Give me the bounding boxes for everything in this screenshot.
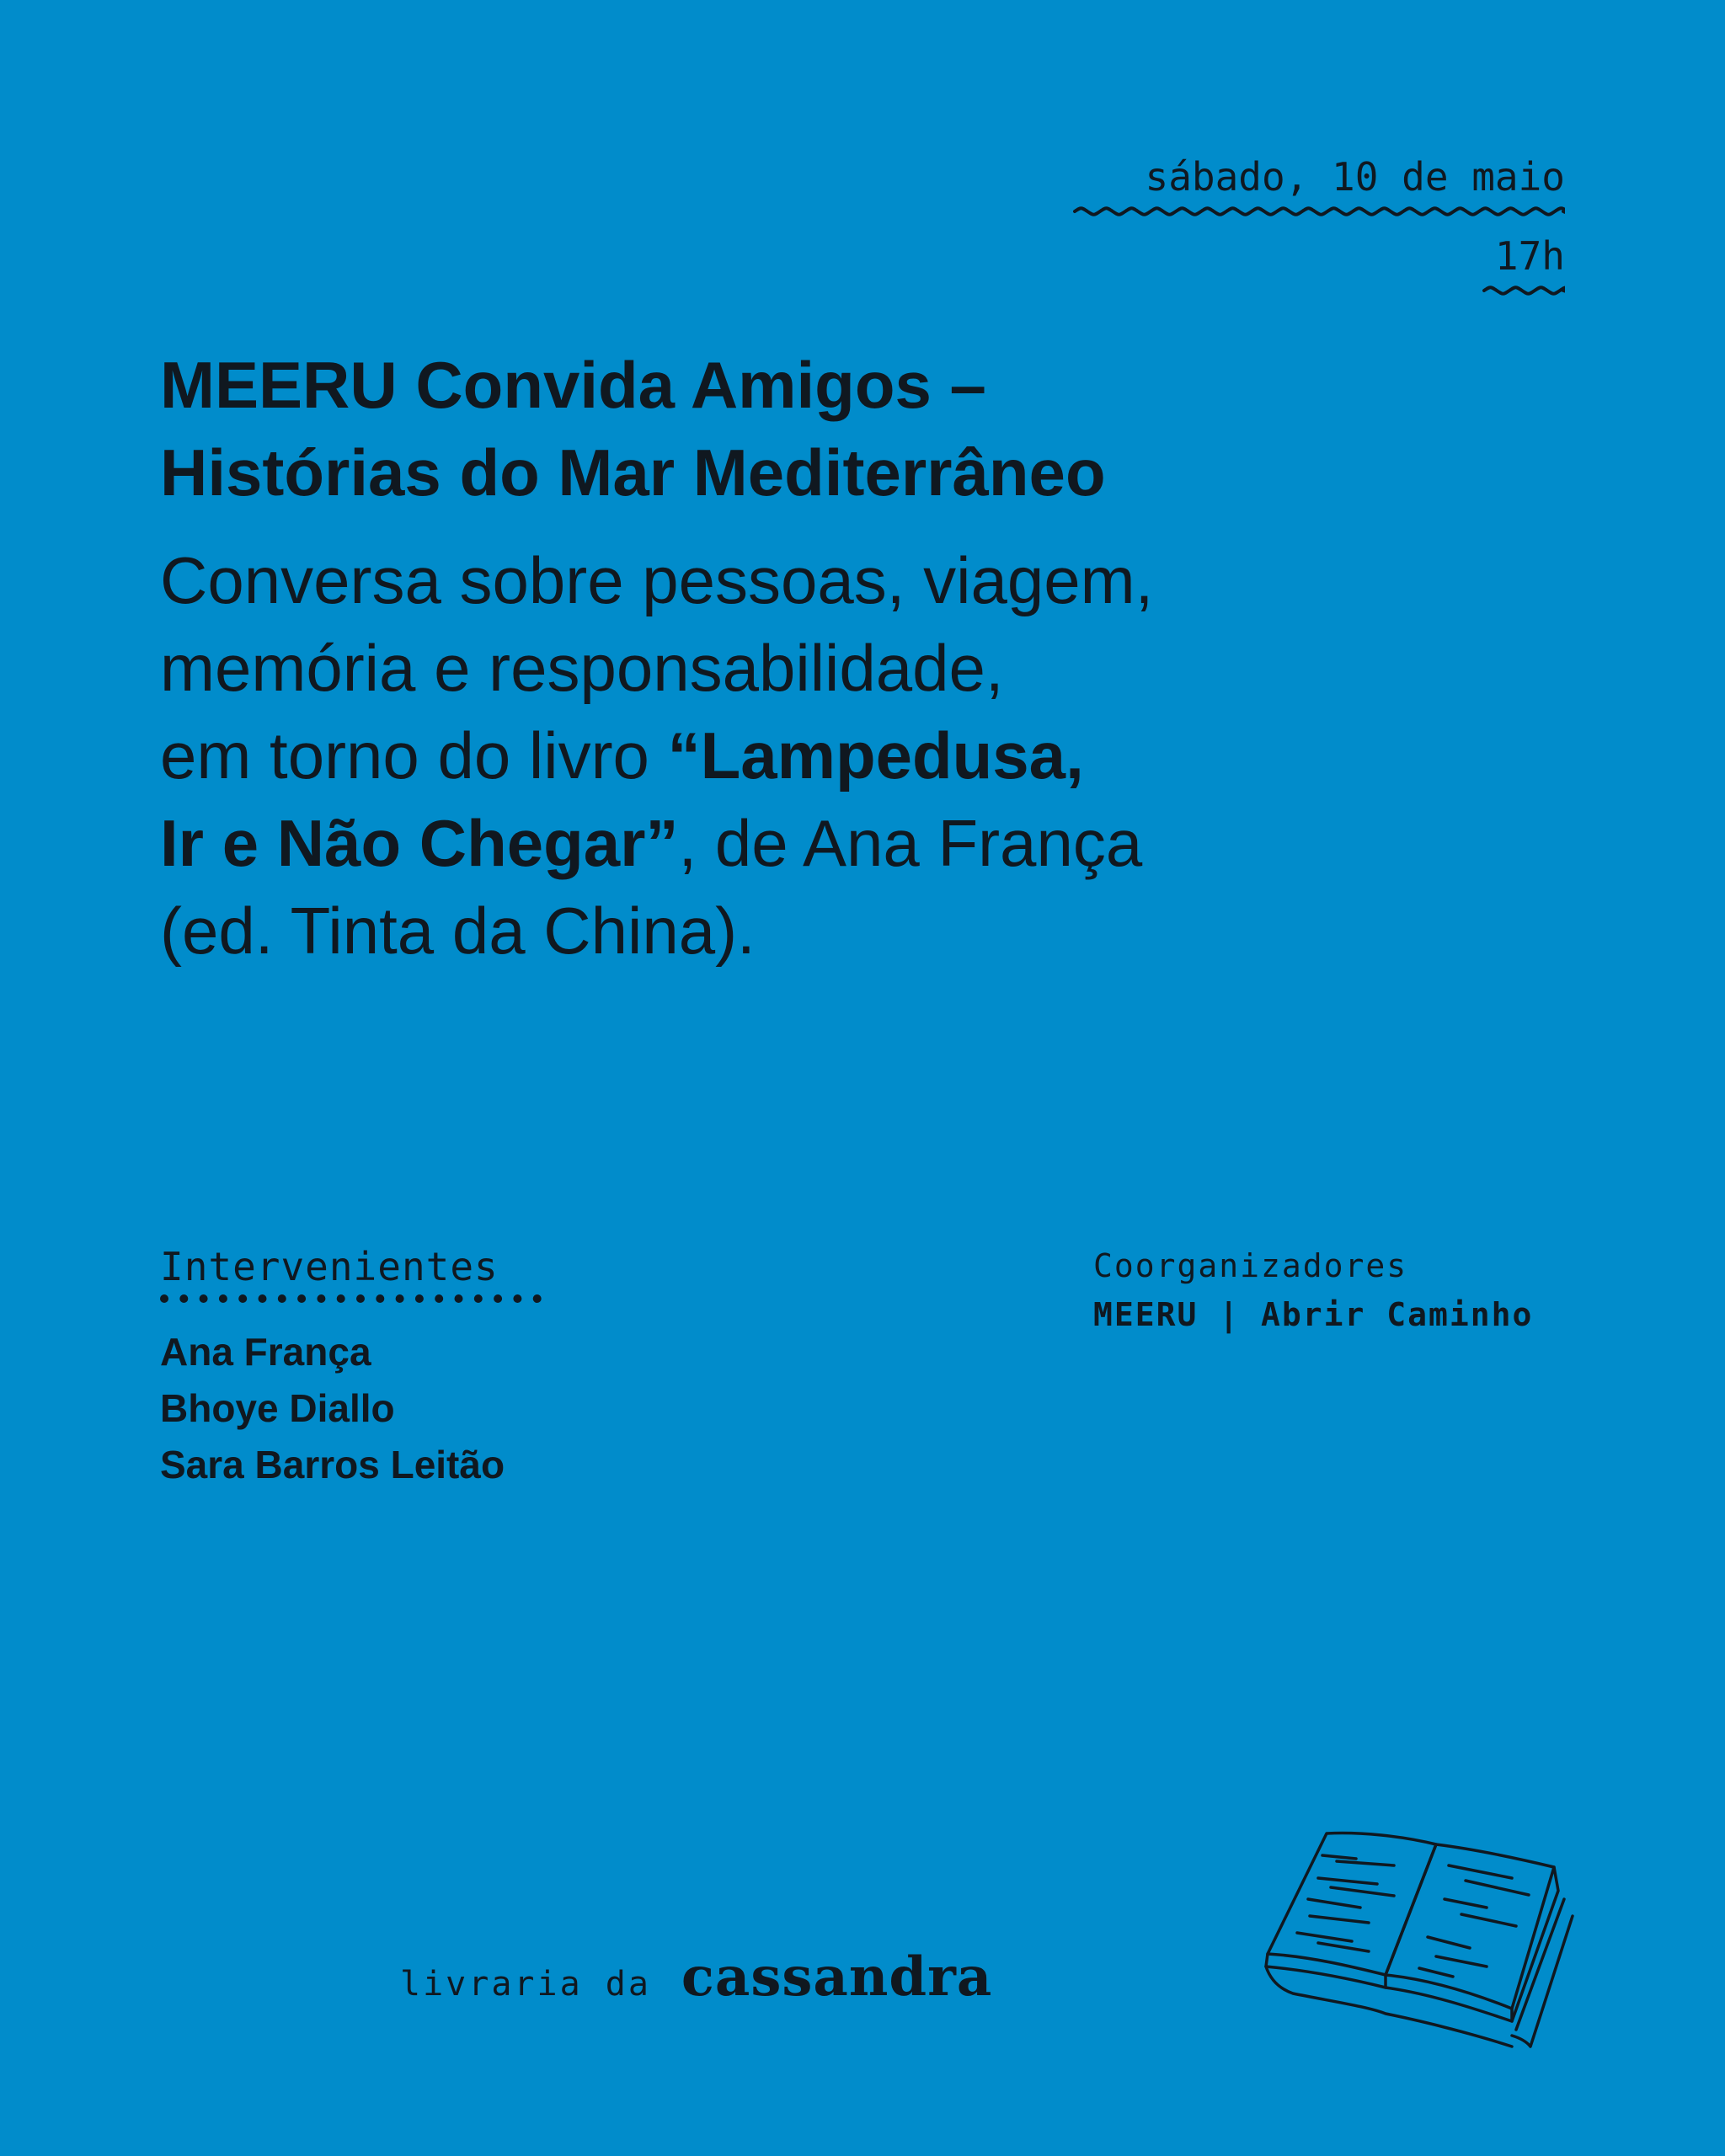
dotted-underline-icon bbox=[160, 1293, 544, 1309]
event-time: 17h bbox=[1494, 233, 1565, 279]
description-line: Conversa sobre pessoas, viagem, bbox=[160, 543, 1154, 617]
dot-mark bbox=[317, 1294, 325, 1303]
open-book-icon bbox=[1259, 1815, 1579, 2068]
dot-mark bbox=[533, 1294, 542, 1303]
event-description bbox=[160, 536, 1592, 974]
coorganizers-names: MEERU | Abrir Caminho bbox=[1093, 1296, 1534, 1333]
dot-mark bbox=[278, 1294, 286, 1303]
participants-list bbox=[160, 1324, 544, 1493]
wavy-underline-icon bbox=[1073, 204, 1565, 219]
dot-mark bbox=[219, 1294, 227, 1303]
dot-mark bbox=[435, 1294, 443, 1303]
participant-name: Sara Barros Leitão bbox=[160, 1443, 505, 1486]
dot-mark bbox=[396, 1294, 404, 1303]
dot-mark bbox=[376, 1294, 384, 1303]
dot-mark bbox=[356, 1294, 365, 1303]
event-title bbox=[160, 341, 1592, 516]
dot-mark bbox=[474, 1294, 483, 1303]
participants-heading: Intervenientes bbox=[160, 1244, 499, 1289]
description-line: memória e responsabilidade, bbox=[160, 631, 1004, 705]
store-prefix: livraria da bbox=[400, 1965, 651, 2004]
dot-mark bbox=[513, 1294, 521, 1303]
description-text: em torno do livro bbox=[160, 718, 668, 792]
dot-mark bbox=[160, 1294, 168, 1303]
store-logo bbox=[400, 1945, 992, 2009]
dot-mark bbox=[494, 1294, 502, 1303]
dot-mark bbox=[238, 1294, 247, 1303]
coorganizers-section bbox=[1093, 1245, 1565, 1336]
event-date: sábado, 10 de maio bbox=[1145, 154, 1565, 200]
dot-mark bbox=[179, 1294, 188, 1303]
description-line: (ed. Tinta da China). bbox=[160, 894, 756, 968]
dot-mark bbox=[259, 1294, 267, 1303]
participant-name: Ana França bbox=[160, 1330, 371, 1374]
dot-mark bbox=[297, 1294, 306, 1303]
description-line bbox=[160, 712, 1592, 799]
participants-section bbox=[160, 1242, 544, 1493]
dot-mark bbox=[455, 1294, 463, 1303]
dot-mark bbox=[337, 1294, 345, 1303]
description-text: , de Ana França bbox=[678, 806, 1143, 880]
event-datetime bbox=[1073, 152, 1565, 298]
event-title-line: Histórias do Mar Mediterrâneo bbox=[160, 435, 1106, 510]
dot-mark bbox=[415, 1294, 424, 1303]
dot-mark bbox=[200, 1294, 208, 1303]
coorganizers-heading: Coorganizadores bbox=[1093, 1247, 1408, 1284]
event-title-line: MEERU Convida Amigos – bbox=[160, 348, 986, 422]
description-line bbox=[160, 799, 1592, 887]
book-title: “Lampedusa, bbox=[667, 718, 1084, 792]
participant-name: Bhoye Diallo bbox=[160, 1386, 395, 1430]
store-name: cassandra bbox=[681, 1945, 993, 2009]
wavy-underline-icon bbox=[1073, 283, 1565, 298]
book-title: Ir e Não Chegar” bbox=[160, 806, 679, 880]
